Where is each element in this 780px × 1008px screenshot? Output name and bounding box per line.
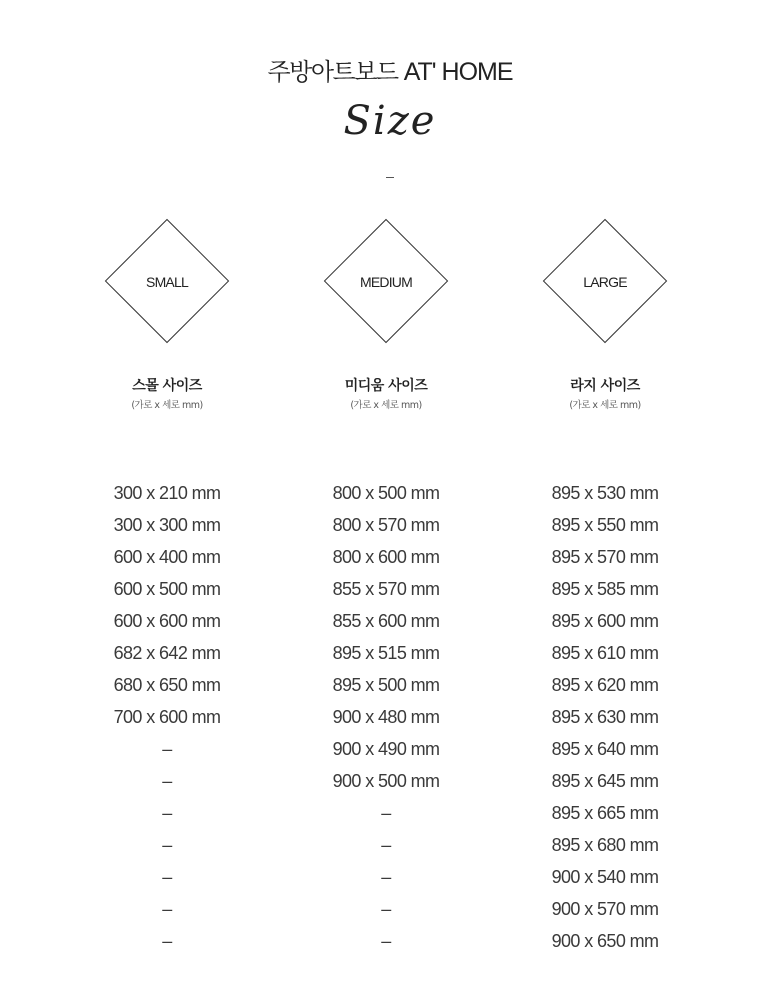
- column-subheading-medium: (가로 x 세로 mm): [350, 400, 422, 411]
- size-entry: –: [381, 899, 391, 919]
- size-entry: 895 x 600 mm: [551, 611, 659, 631]
- size-entry: 895 x 570 mm: [551, 547, 659, 567]
- diamond-label-large: LARGE: [583, 274, 627, 290]
- size-list-medium: [276, 480, 496, 960]
- brand-latin: AT' HOME: [403, 58, 513, 86]
- size-entry: –: [381, 835, 391, 855]
- column-heading-small: 스몰 사이즈: [132, 378, 202, 394]
- size-entry: –: [162, 803, 172, 823]
- size-entry: –: [162, 931, 172, 951]
- size-entry: 900 x 570 mm: [551, 899, 659, 919]
- size-column-large: [495, 0, 715, 1008]
- size-entry: 855 x 600 mm: [332, 611, 440, 631]
- size-entry: 600 x 500 mm: [113, 579, 221, 599]
- size-entry: 300 x 300 mm: [113, 515, 221, 535]
- page-title: Size: [343, 98, 437, 144]
- diamond-label-small: SMALL: [146, 274, 188, 290]
- size-entry: 900 x 500 mm: [332, 771, 440, 791]
- size-entry: –: [162, 771, 172, 791]
- size-entry: –: [381, 867, 391, 887]
- column-heading-medium: 미디움 사이즈: [344, 378, 428, 394]
- size-entry: 895 x 585 mm: [551, 579, 659, 599]
- size-entry: 895 x 645 mm: [551, 771, 659, 791]
- size-entry: –: [381, 803, 391, 823]
- size-entry: 600 x 400 mm: [113, 547, 221, 567]
- size-entry: 600 x 600 mm: [113, 611, 221, 631]
- size-entry: –: [162, 739, 172, 759]
- size-column-small: [57, 0, 277, 1008]
- size-entry: 682 x 642 mm: [113, 643, 221, 663]
- brand-korean: 주방아트보드: [267, 58, 398, 86]
- column-subheading-small: (가로 x 세로 mm): [131, 400, 203, 411]
- size-list-large: [495, 480, 715, 960]
- size-entry: 895 x 620 mm: [551, 675, 659, 695]
- size-entry: 300 x 210 mm: [113, 483, 221, 503]
- column-heading-large: 라지 사이즈: [570, 378, 640, 394]
- size-entry: 895 x 550 mm: [551, 515, 659, 535]
- diamond-label-medium: MEDIUM: [360, 274, 412, 290]
- size-entry: –: [381, 931, 391, 951]
- size-entry: 855 x 570 mm: [332, 579, 440, 599]
- size-entry: 895 x 515 mm: [332, 643, 440, 663]
- column-subheading-large: (가로 x 세로 mm): [569, 400, 641, 411]
- size-entry: –: [162, 899, 172, 919]
- size-entry: 900 x 540 mm: [551, 867, 659, 887]
- size-entry: 700 x 600 mm: [113, 707, 221, 727]
- size-column-medium: [276, 0, 496, 1008]
- size-entry: –: [162, 835, 172, 855]
- size-entry: 895 x 630 mm: [551, 707, 659, 727]
- size-entry: –: [162, 867, 172, 887]
- size-entry: 895 x 640 mm: [551, 739, 659, 759]
- size-entry: 800 x 570 mm: [332, 515, 440, 535]
- size-entry: 895 x 680 mm: [551, 835, 659, 855]
- size-entry: 800 x 600 mm: [332, 547, 440, 567]
- size-entry: 895 x 500 mm: [332, 675, 440, 695]
- size-entry: 800 x 500 mm: [332, 483, 440, 503]
- size-entry: 895 x 610 mm: [551, 643, 659, 663]
- size-entry: 680 x 650 mm: [113, 675, 221, 695]
- size-entry: 895 x 665 mm: [551, 803, 659, 823]
- size-entry: 900 x 490 mm: [332, 739, 440, 759]
- size-entry: 900 x 480 mm: [332, 707, 440, 727]
- size-entry: 900 x 650 mm: [551, 931, 659, 951]
- size-entry: 895 x 530 mm: [551, 483, 659, 503]
- size-list-small: [57, 480, 277, 960]
